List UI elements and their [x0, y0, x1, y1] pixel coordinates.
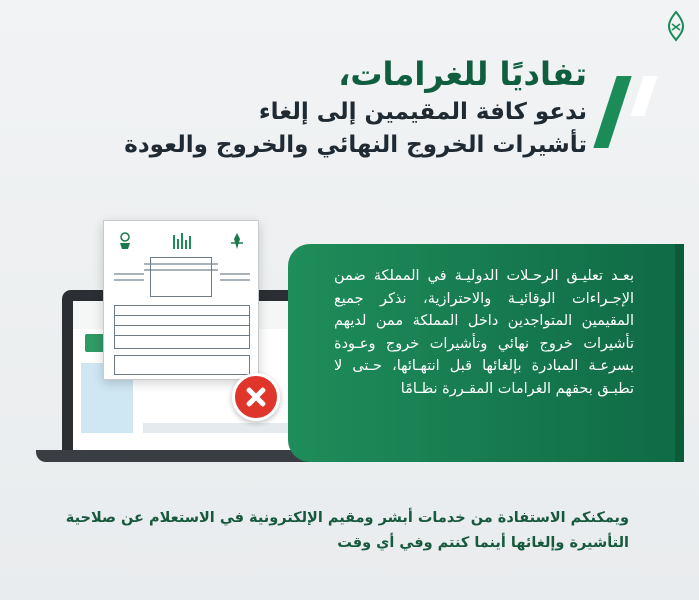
- doc-photo-frame: [150, 257, 212, 297]
- doc-line: [220, 279, 250, 281]
- footer-line-2: التأشيرة وإلغائها أينما كنتم وفي أي وقت: [337, 535, 629, 551]
- doc-rule: [114, 315, 250, 316]
- footer-line-1: ويمكنكم الاستفادة من خدمات أبشر ومقيم الإلكترونية في الاستعلام عن صلاحية: [65, 510, 629, 526]
- info-panel: [288, 244, 684, 462]
- document-icon: [103, 220, 259, 380]
- emblem-icon: [116, 231, 134, 251]
- doc-table: [114, 305, 250, 349]
- doc-footer-box: [114, 355, 250, 375]
- headline-line-2: ندعو كافة المقيمين إلى إلغاء: [258, 99, 587, 125]
- absher-logo-icon: [172, 231, 194, 251]
- cancel-x-icon: [232, 373, 280, 421]
- headline-line-3: تأشيرات الخروج النهائي والخروج والعودة: [124, 132, 587, 158]
- doc-line: [220, 273, 250, 275]
- slash-accent-icon: [599, 76, 671, 148]
- info-panel-text: بعـد تعليـق الرحـلات الدوليـة في المملكة ضمن الإجـراءات الوقائيـة والاحترازية، نذكر جميع المقيمين المتواجدين داخل المملكة ممن لديهم تأشيرات خروج نهائي وتأشيرات خروج وعـودة بسرعـة المبادرة بإلغائها قبل انتهـائها، حـتى لا تطبـق بحقهم الغرامات المقـررة نظـامًا: [334, 268, 634, 397]
- panel-edge: [675, 244, 684, 462]
- ministry-logo-icon: [663, 10, 689, 42]
- headline-line-1: تفاديًا للغرامات،: [338, 55, 587, 93]
- doc-rule: [114, 325, 250, 326]
- doc-rule: [114, 335, 250, 336]
- doc-line: [114, 273, 144, 275]
- headline: [124, 52, 587, 161]
- doc-line: [114, 279, 144, 281]
- emblem-icon: [228, 231, 246, 251]
- footer-note: [49, 506, 629, 556]
